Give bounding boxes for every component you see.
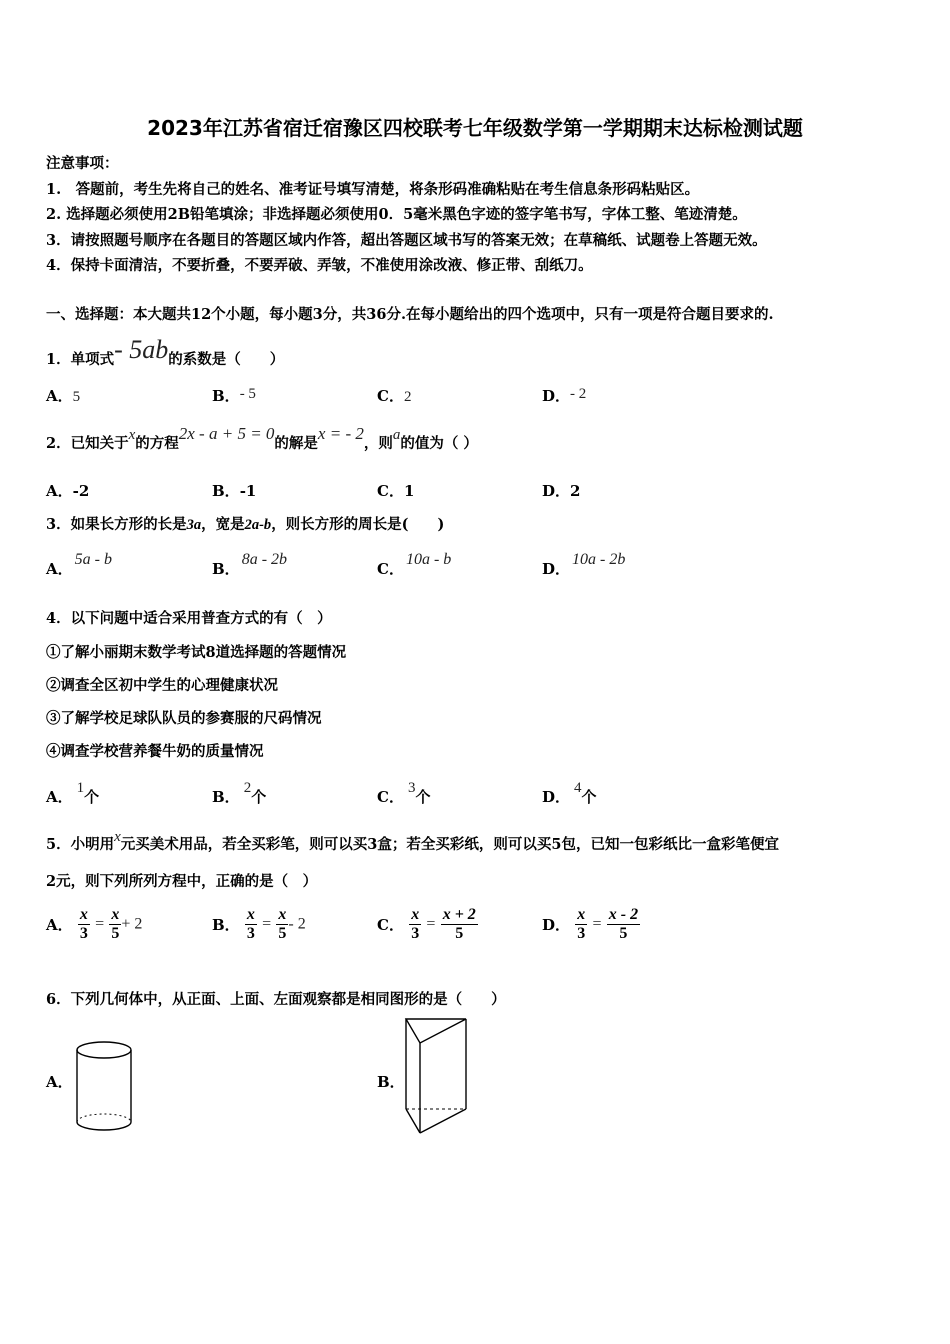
q3-option-a: A．5a - b	[46, 551, 112, 578]
question-4: 4．以下问题中适合采用普查方式的有（ ）	[46, 610, 332, 627]
q6-option-a: A．	[46, 1073, 73, 1091]
notice-item: 3．请按照题号顺序在各题目的答题区域内作答，超出答题区域书写的答案无效；在草稿纸、试题卷上答题无效。	[46, 232, 767, 249]
q4-item: ②调查全区初中学生的心理健康状况	[46, 677, 278, 694]
page-title: 2023年江苏省宿迁宿豫区四校联考七年级数学第一学期期末达标检测试题	[147, 116, 803, 140]
q4-option-d: D． 4个	[542, 780, 597, 806]
triangular-prism-icon	[400, 1015, 474, 1137]
question-3: 3．如果长方形的长是3a，宽是2a-b，则长方形的周长是( )	[46, 516, 445, 533]
q3-option-b: B．8a - 2b	[212, 551, 288, 578]
question-5: 5．小明用x元买美术用品，若全买彩笔，则可以买3盒；若全买彩纸，则可以买5包，已知一包彩纸比一盒彩笔便宜	[46, 829, 779, 853]
q3-width: 2a-b	[244, 517, 272, 533]
q1-option-c: C．2	[377, 387, 412, 405]
q1-suffix: 的系数是（ ）	[168, 351, 285, 368]
q6-option-b: B．	[377, 1073, 405, 1091]
q4-option-a: A． 1个	[46, 780, 100, 806]
q3-length: 3a	[186, 517, 202, 533]
q1-expression: - 5ab	[114, 335, 169, 364]
q4-item: ①了解小丽期末数学考试8道选择题的答题情况	[46, 644, 347, 661]
q1-prefix: 1．单项式	[46, 351, 115, 368]
q5-option-d: D． $\frac{x}{3}$ = $\frac{x - 2}{5}$	[542, 906, 639, 942]
q1-option-d: D．- 2	[542, 386, 587, 405]
q2-variable-a: a	[392, 427, 401, 443]
q2-option-a: A．-2	[46, 482, 90, 500]
q5-option-a: A． $\frac{x}{3}$ = $\frac{x}{5}$ + 2	[46, 906, 143, 942]
q2-option-c: C．1	[377, 482, 415, 500]
q2-solution: x = - 2	[317, 424, 364, 443]
question-6: 6．下列几何体中，从正面、上面、左面观察都是相同图形的是（ ）	[46, 991, 506, 1008]
q3-option-d: D．10a - 2b	[542, 551, 626, 578]
q2-equation: 2x - a + 5 = 0	[178, 424, 275, 443]
q5-option-c: C． $\frac{x}{3}$ = $\frac{x + 2}{5}$	[377, 906, 476, 942]
q3-option-c: C．10a - b	[377, 551, 452, 578]
q5-variable-x: x	[114, 829, 121, 845]
q4-item: ③了解学校足球队队员的参赛服的尺码情况	[46, 710, 322, 727]
question-5-line2: 2元，则下列所列方程中，正确的是（ ）	[46, 873, 318, 890]
q2-variable-x: x	[128, 427, 136, 443]
q1-option-a: A．5	[46, 387, 81, 405]
notice-item: 2. 选择题必须使用2B铅笔填涂；非选择题必须使用0．5毫米黑色字迹的签字笔书写，字体工整、笔迹清楚。	[46, 206, 747, 223]
notice-item: 1. 答题前，考生先将自己的姓名、准考证号填写清楚，将条形码准确粘贴在考生信息条形码粘贴区。	[46, 181, 700, 198]
section-heading: 一、选择题：本大题共12个小题，每小题3分，共36分.在每小题给出的四个选项中，只有一项是符合题目要求的.	[46, 306, 774, 323]
question-2: 2．已知关于x的方程2x - a + 5 = 0的解是x = - 2，则a的值为（ ）	[46, 424, 478, 452]
q2-option-d: D．2	[542, 482, 581, 500]
notice-item: 4．保持卡面清洁，不要折叠，不要弄破、弄皱，不准使用涂改液、修正带、刮纸刀。	[46, 257, 593, 274]
question-1	[46, 335, 285, 371]
q4-option-b: B． 2个	[212, 780, 267, 806]
q2-option-b: B．-1	[212, 482, 257, 500]
cylinder-icon	[70, 1036, 138, 1140]
q1-option-b: B．- 5	[212, 386, 256, 405]
q4-option-c: C． 3个	[377, 780, 431, 806]
notice-heading: 注意事项：	[46, 155, 119, 172]
q5-option-b: B． $\frac{x}{3}$ = $\frac{x}{5}$ - 2	[212, 906, 306, 942]
q4-item: ④调查学校营养餐牛奶的质量情况	[46, 743, 264, 760]
